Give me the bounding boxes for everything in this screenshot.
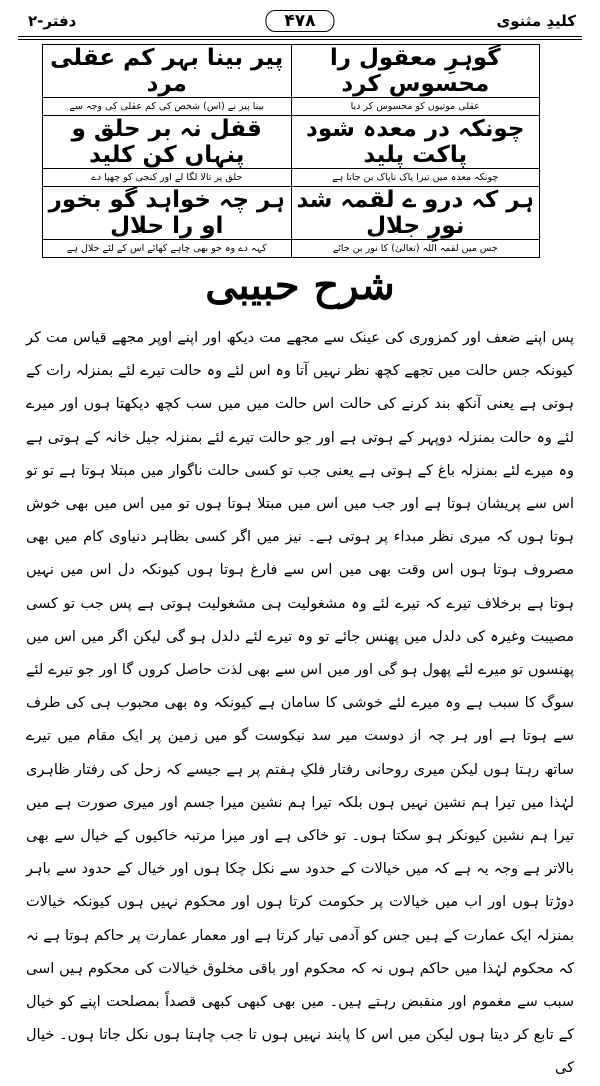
commentary-paragraph: پس اپنے ضعف اور کمزوری کی عینک سے مجھے مت دیکھ اور اپنے اوپر مجھے قیاس مت کر کیونکہ جس حالت میں تجھے کچھ نظر نہیں آتا وہ اس لئے وہ حالت تیرے لئے بمنزلہ رات کے ہوتی ہے یعنی آنکھ بند کرنے کی حالت اس حالت میں میں سب کچھ دیکھتا ہوں اور میرے لئے وہ حالت بمنزلہ دوپہر کے ہوتی ہے اور جو حالت تیرے لئے بمنزلہ جیل خانہ کے ہوتی ہے وہ میرے لئے بمنزلہ باغ کے ہوتی ہے یعنی جب تو کسی حالت ناگوار میں مبتلا ہوتا ہے تو تو اس سے پریشان ہوتا ہے اور جب میں اس میں مبتلا ہوتا ہوں تو میں اس میں بھی خوش ہوتا ہوں کہ میری نظر مبداء پر ہوتی ہے۔ نیز میں اگر کسی بظاہر دنیاوی کام میں بھی مصروف ہوتا ہوں اس وقت بھی میں اس سے فارغ ہوتا ہوں کیونکہ دل اس میں نہیں ہوتا ہے برخلاف تیرے کہ تیرے لئے وہ مشغولیت ہی مشغولیت ہوتی ہے پس جب تو کسی مصیبت وغیرہ کی دلدل میں پھنس جائے تو وہ تیرے لئے دلدل ہو گی لیکن اگر میں اس میں پھنسوں تو میرے لئے پھول ہو گی اور میں اس سے بھی لذت حاصل کروں گا اور جو تیرے لئے سوگ کا سبب ہے وہ میرے لئے خوشی کا سامان ہے کیونکہ وہ بھی محبوب ہی کی طرف سے ہوتا ہے اور ہر چہ از دوست میر سد نیکوست گو میں زمین پر ایک مقام میں تیرے ساتھ رہتا ہوں لیکن میری روحانی رفتار فلکِ ہفتم پر ہے جیسے کہ زحل کی رفتار ظاہری لہٰذا میں تیرا ہم نشین نہیں ہوں بلکہ تیرا ہم نشین میرا جسم اور میری صورت ہے میں تیرا ہم نشین کیونکر ہو سکتا ہوں۔ تو خاکی ہے اور میرا مرتبہ خاکیوں کے خیال سے بھی بالاتر ہے وجہ یہ ہے کہ میں خیالات کے حدود سے نکل چکا ہوں اور خیال کے حدود سے باہر دوڑتا ہوں اور اب میں خیالات پر حکومت کرتا ہوں اور محکوم نہیں ہوں کیونکہ خیالات بمنزلہ ایک عمارت کے ہیں جس کو آدمی تیار کرتا ہے اور معمار عمارت پر حاکم ہوتا ہے نہ کہ محکوم لہٰذا میں حاکم ہوں نہ کہ محکوم اور باقی مخلوق خیالات کی محکوم ہیں اسی سبب سے مغموم اور منقبض رہتے ہیں۔ میں بھی کبھی کبھی قصداً بمصلحت اپنے کو خیال کے تابع کر دیتا ہوں لیکن میں اس کا پابند نہیں ہوں تا جب چاہتا ہوں نکل جاتا ہوں۔ خیال کی [26,330,574,1077]
translation-row [43,98,540,116]
header-rule-2 [18,39,582,40]
translation-right: چونکہ معدہ میں تیرا پاک ناپاک بن جاتا ہے [291,169,540,187]
verse-left: پیر بینا بہر کم عقلی مرد [43,45,292,98]
verse-left: قفل نہ بر حلق و پنہاں کن کلید [43,116,292,169]
verses-table [42,44,540,258]
verse-row [43,116,540,169]
book-title: کلیدِ مثنوی [496,12,576,30]
verse-row [43,45,540,98]
section-title: شرح حبیبی [205,262,395,309]
translation-left: بینا پیر نے (اس) شخص کی کم عقلی کی وجہ سے [43,98,292,116]
verse-row [43,187,540,240]
translation-row [43,240,540,258]
translation-left: حلق پر تالا لگا لے اور کنجی کو چھپا دے [43,169,292,187]
translation-row [43,169,540,187]
verse-right: ہر کہ درو ے لقمہ شد نورِ جلال [291,187,540,240]
page-header [18,12,582,34]
verse-right: گوہرِ معقول را محسوس کرد [291,45,540,98]
header-rule [18,36,582,37]
translation-right: عقلی موتیوں کو محسوس کر دیا [291,98,540,116]
verse-left: ہر چہ خواہد گو بخور او را حلال [43,187,292,240]
volume-label: دفتر-۲ [28,12,77,30]
commentary-body [26,322,574,1086]
translation-right: جس میں لقمہ اللہ (تعالیٰ) کا نور بن جائے [291,240,540,258]
verse-right: چونکہ در معدہ شود پاکت پلید [291,116,540,169]
translation-left: کہہ دے وہ جو بھی چاہے کھائے اس کے لئے حلال ہے [43,240,292,258]
page-number: ۴۷۸ [265,10,334,32]
